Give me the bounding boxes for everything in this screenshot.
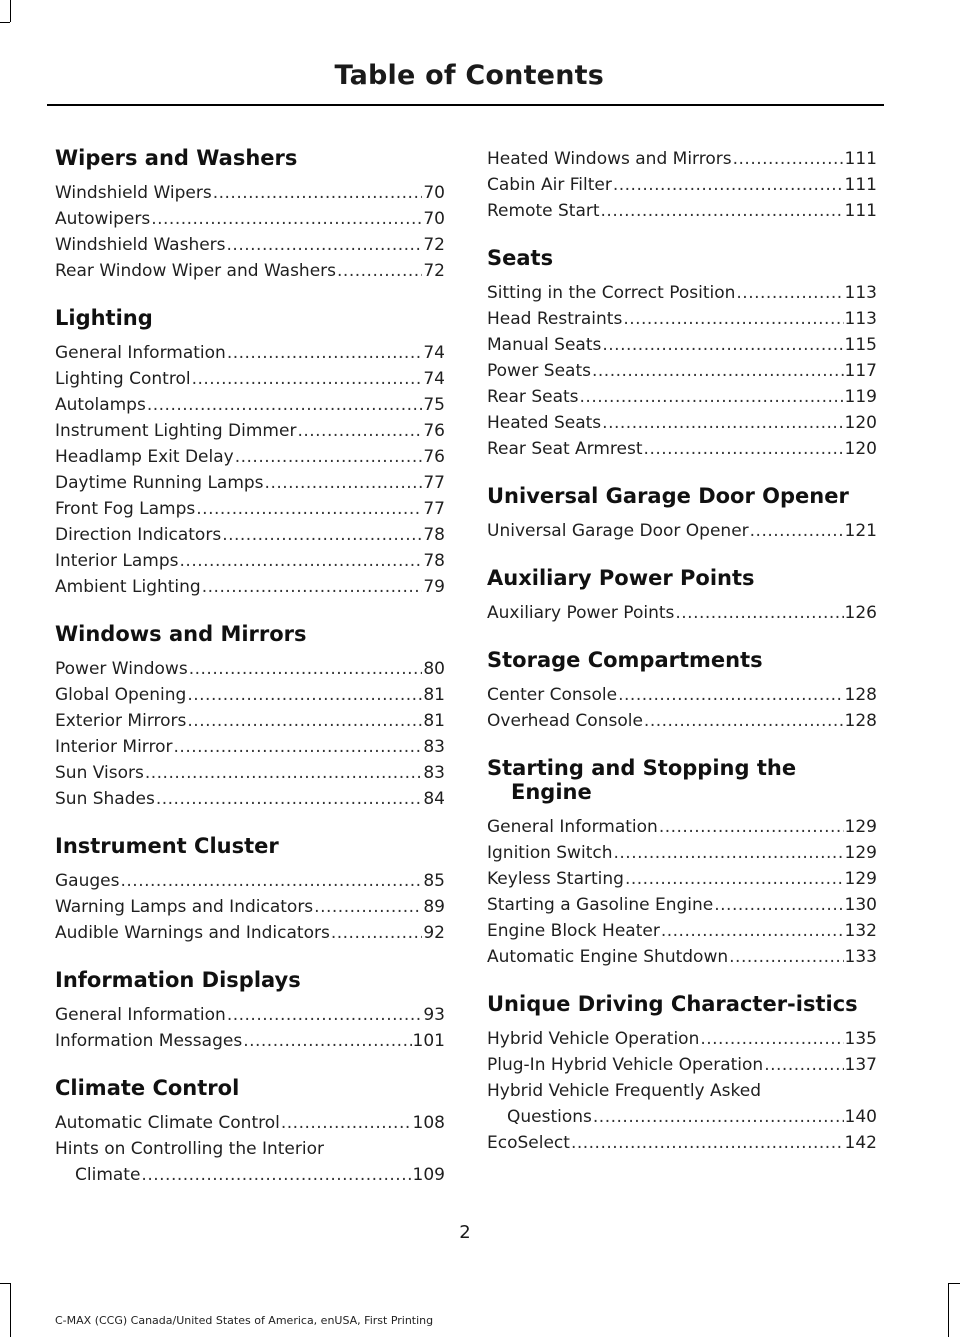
toc-section — [487, 756, 877, 970]
entry-page-number: 79 — [423, 577, 445, 597]
toc-entry[interactable] — [55, 1028, 445, 1054]
entry-label: Questions — [507, 1107, 592, 1127]
toc-entry[interactable] — [55, 1002, 445, 1028]
entry-label: Manual Seats — [487, 335, 602, 355]
crop-mark — [949, 1283, 960, 1284]
toc-entry[interactable] — [55, 470, 445, 496]
entry-label: Heated Seats — [487, 413, 602, 433]
dot-leader — [675, 600, 843, 626]
entry-label: Sitting in the Correct Position — [487, 283, 736, 303]
dot-leader — [120, 868, 422, 894]
entry-label: Sun Visors — [55, 763, 144, 783]
dot-leader — [281, 1110, 412, 1136]
page-title: Table of Contents — [334, 60, 604, 91]
dot-leader — [174, 734, 423, 760]
toc-entry[interactable] — [487, 708, 877, 734]
entry-label: Hybrid Vehicle Frequently Asked — [487, 1081, 761, 1101]
toc-entry[interactable] — [487, 198, 877, 224]
dot-leader — [151, 206, 422, 232]
dot-leader — [714, 892, 843, 918]
toc-entry[interactable] — [55, 206, 445, 232]
entry-label: Windshield Washers — [55, 235, 226, 255]
entry-label: Autowipers — [55, 209, 151, 229]
toc-entry[interactable] — [55, 180, 445, 206]
entry-label: Gauges — [55, 871, 120, 891]
dot-leader — [192, 366, 423, 392]
entry-page-number: 78 — [423, 551, 445, 571]
dot-leader — [571, 1130, 844, 1156]
entry-page-number: 80 — [423, 659, 445, 679]
crop-mark — [10, 1283, 11, 1337]
entry-label: Plug-In Hybrid Vehicle Operation — [487, 1055, 764, 1075]
entry-page-number: 129 — [844, 869, 877, 889]
dot-leader — [331, 920, 423, 946]
entry-label: Ignition Switch — [487, 843, 613, 863]
dot-leader — [644, 708, 844, 734]
toc-entry[interactable] — [487, 1026, 877, 1052]
toc-entry[interactable] — [487, 384, 877, 410]
entry-label: Interior Lamps — [55, 551, 179, 571]
toc-column-left — [55, 146, 445, 1210]
entry-label: Global Opening — [55, 685, 187, 705]
dot-leader — [156, 786, 423, 812]
dot-leader — [602, 332, 843, 358]
entry-label: Head Restraints — [487, 309, 623, 329]
dot-leader — [147, 392, 423, 418]
toc-entry[interactable] — [55, 682, 445, 708]
entry-page-number: 111 — [844, 201, 877, 221]
toc-entry[interactable] — [487, 866, 877, 892]
crop-mark — [0, 22, 10, 23]
entry-page-number: 72 — [423, 235, 445, 255]
toc-entry[interactable] — [487, 358, 877, 384]
entry-page-number: 137 — [844, 1055, 877, 1075]
dot-leader — [141, 1162, 411, 1188]
toc-entry[interactable] — [55, 1110, 445, 1136]
toc-section — [487, 246, 877, 462]
entry-page-number: 76 — [423, 421, 445, 441]
entry-page-number: 92 — [423, 923, 445, 943]
entry-label: Climate — [75, 1165, 141, 1185]
entry-page-number: 77 — [423, 473, 445, 493]
section-title: Universal Garage Door Opener — [487, 484, 849, 508]
entry-page-number: 78 — [423, 525, 445, 545]
footer-text: C-MAX (CCG) Canada/United States of America, enUSA, First Printing — [55, 1314, 434, 1327]
entry-label: Power Seats — [487, 361, 591, 381]
entry-page-number: 129 — [844, 843, 877, 863]
entry-label: Rear Window Wiper and Washers — [55, 261, 337, 281]
dot-leader — [213, 180, 423, 206]
toc-section — [487, 992, 877, 1156]
toc-entry[interactable] — [55, 574, 445, 600]
section-title: Unique Driving Character-istics — [487, 992, 858, 1016]
dot-leader — [750, 518, 844, 544]
entry-page-number: 111 — [844, 175, 877, 195]
dot-leader — [601, 198, 844, 224]
entry-label: Cabin Air Filter — [487, 175, 612, 195]
entry-label: Hints on Controlling the Interior — [55, 1139, 324, 1159]
dot-leader — [297, 418, 422, 444]
entry-label: General Information — [487, 817, 658, 837]
toc-entry[interactable] — [487, 518, 877, 544]
entry-page-number: 83 — [423, 737, 445, 757]
dot-leader — [180, 548, 423, 574]
section-title: Instrument Cluster — [55, 834, 279, 858]
entry-continuation — [55, 1162, 445, 1188]
entry-page-number: 129 — [844, 817, 877, 837]
dot-leader — [337, 258, 422, 284]
entry-page-number: 119 — [844, 387, 877, 407]
dot-leader — [729, 944, 843, 970]
toc-entry[interactable] — [55, 444, 445, 470]
toc-section — [55, 834, 445, 946]
toc-entry[interactable] — [55, 894, 445, 920]
section-title: Climate Control — [55, 1076, 240, 1100]
entry-label: EcoSelect — [487, 1133, 570, 1153]
section-title: Auxiliary Power Points — [487, 566, 755, 590]
section-title: Wipers and Washers — [55, 146, 298, 170]
toc-entry[interactable] — [55, 1136, 445, 1188]
toc-column-right — [487, 146, 877, 1178]
toc-entry[interactable] — [55, 734, 445, 760]
toc-entry[interactable] — [55, 258, 445, 284]
entry-page-number: 77 — [423, 499, 445, 519]
dot-leader — [593, 1104, 844, 1130]
entry-label: Rear Seats — [487, 387, 579, 407]
toc-entry[interactable] — [487, 918, 877, 944]
entry-label: Overhead Console — [487, 711, 643, 731]
entry-page-number: 132 — [844, 921, 877, 941]
toc-section — [487, 566, 877, 626]
entry-label: Instrument Lighting Dimmer — [55, 421, 297, 441]
toc-section — [55, 146, 445, 284]
entry-label: Headlamp Exit Delay — [55, 447, 234, 467]
toc-entry[interactable] — [487, 682, 877, 708]
toc-entry[interactable] — [55, 786, 445, 812]
dot-leader — [613, 840, 843, 866]
dot-leader — [623, 306, 843, 332]
section-title: Starting and Stopping the Engine — [487, 756, 797, 804]
dot-leader — [196, 496, 422, 522]
entry-page-number: 81 — [423, 685, 445, 705]
toc-entry[interactable] — [487, 1052, 877, 1078]
entry-page-number: 74 — [423, 343, 445, 363]
dot-leader — [243, 1028, 411, 1054]
dot-leader — [235, 444, 423, 470]
entry-page-number: 93 — [423, 1005, 445, 1025]
toc-entry[interactable] — [487, 280, 877, 306]
entry-label: Universal Garage Door Opener — [487, 521, 749, 541]
crop-mark — [948, 1283, 949, 1337]
toc-entry[interactable] — [55, 232, 445, 258]
entry-page-number: 113 — [844, 309, 877, 329]
toc-entry[interactable] — [487, 814, 877, 840]
toc-entry[interactable] — [55, 366, 445, 392]
toc-entry[interactable] — [55, 760, 445, 786]
entry-label: Starting a Gasoline Engine — [487, 895, 714, 915]
toc-entry[interactable] — [487, 146, 877, 172]
entry-page-number: 133 — [844, 947, 877, 967]
dot-leader — [227, 232, 423, 258]
entry-label: Interior Mirror — [55, 737, 173, 757]
page-number: 2 — [459, 1222, 471, 1243]
dot-leader — [314, 894, 422, 920]
toc-entry[interactable] — [55, 868, 445, 894]
dot-leader — [700, 1026, 843, 1052]
entry-label: Information Messages — [55, 1031, 243, 1051]
toc-entry[interactable] — [487, 1078, 877, 1130]
toc-entry[interactable] — [55, 920, 445, 946]
toc-entry[interactable] — [55, 522, 445, 548]
entry-page-number: 108 — [412, 1113, 445, 1133]
entry-label: Remote Start — [487, 201, 600, 221]
entry-page-number: 76 — [423, 447, 445, 467]
entry-page-number: 72 — [423, 261, 445, 281]
entry-label: General Information — [55, 1005, 226, 1025]
entry-page-number: 128 — [844, 711, 877, 731]
entry-label: Sun Shades — [55, 789, 155, 809]
entry-page-number: 85 — [423, 871, 445, 891]
entry-page-number: 117 — [844, 361, 877, 381]
entry-page-number: 135 — [844, 1029, 877, 1049]
section-title: Seats — [487, 246, 554, 270]
entry-label: Rear Seat Armrest — [487, 439, 643, 459]
header-divider — [47, 104, 884, 106]
entry-continuation — [487, 1104, 877, 1130]
entry-label: Hybrid Vehicle Operation — [487, 1029, 700, 1049]
dot-leader — [580, 384, 844, 410]
toc-entry[interactable] — [55, 656, 445, 682]
entry-page-number: 130 — [844, 895, 877, 915]
dot-leader — [189, 656, 423, 682]
entry-page-number: 128 — [844, 685, 877, 705]
toc-entry[interactable] — [487, 306, 877, 332]
dot-leader — [625, 866, 844, 892]
dot-leader — [227, 1002, 423, 1028]
toc-entry[interactable] — [487, 600, 877, 626]
dot-leader — [764, 1052, 843, 1078]
toc-entry[interactable] — [487, 172, 877, 198]
entry-label: Lighting Control — [55, 369, 191, 389]
entry-label: Keyless Starting — [487, 869, 624, 889]
toc-entry[interactable] — [487, 944, 877, 970]
entry-label: Automatic Climate Control — [55, 1113, 280, 1133]
crop-mark — [0, 1283, 10, 1284]
toc-section — [487, 484, 877, 544]
toc-entry[interactable] — [487, 332, 877, 358]
toc-section — [487, 146, 877, 224]
entry-label: Automatic Engine Shutdown — [487, 947, 729, 967]
toc-section — [55, 1076, 445, 1188]
toc-entry[interactable] — [55, 392, 445, 418]
dot-leader — [265, 470, 423, 496]
entry-page-number: 115 — [844, 335, 877, 355]
entry-page-number: 81 — [423, 711, 445, 731]
entry-page-number: 113 — [844, 283, 877, 303]
toc-section — [55, 306, 445, 600]
entry-label: Engine Block Heater — [487, 921, 660, 941]
entry-label: Exterior Mirrors — [55, 711, 187, 731]
toc-entry[interactable] — [487, 410, 877, 436]
toc-entry[interactable] — [487, 840, 877, 866]
dot-leader — [227, 340, 423, 366]
entry-page-number: 111 — [844, 149, 877, 169]
entry-label: Autolamps — [55, 395, 146, 415]
toc-entry[interactable] — [55, 548, 445, 574]
toc-entry[interactable] — [487, 1130, 877, 1156]
dot-leader — [187, 708, 422, 734]
crop-mark — [10, 0, 11, 22]
toc-entry[interactable] — [487, 892, 877, 918]
toc-entry[interactable] — [55, 708, 445, 734]
entry-page-number: 70 — [423, 183, 445, 203]
dot-leader — [613, 172, 844, 198]
toc-entry[interactable] — [55, 340, 445, 366]
entry-label: Center Console — [487, 685, 618, 705]
toc-entry[interactable] — [55, 496, 445, 522]
entry-page-number: 140 — [844, 1107, 877, 1127]
entry-label: Ambient Lighting — [55, 577, 201, 597]
dot-leader — [659, 814, 844, 840]
entry-label: Daytime Running Lamps — [55, 473, 264, 493]
entry-page-number: 120 — [844, 439, 877, 459]
entry-page-number: 84 — [423, 789, 445, 809]
dot-leader — [618, 682, 843, 708]
entry-label: Windshield Wipers — [55, 183, 212, 203]
toc-section — [55, 622, 445, 812]
entry-label: Audible Warnings and Indicators — [55, 923, 330, 943]
dot-leader — [592, 358, 844, 384]
entry-page-number: 70 — [423, 209, 445, 229]
entry-page-number: 109 — [412, 1165, 445, 1185]
entry-page-number: 121 — [844, 521, 877, 541]
entry-page-number: 89 — [423, 897, 445, 917]
toc-section — [55, 968, 445, 1054]
entry-page-number: 83 — [423, 763, 445, 783]
dot-leader — [736, 280, 843, 306]
dot-leader — [661, 918, 844, 944]
toc-entry[interactable] — [55, 418, 445, 444]
section-title: Storage Compartments — [487, 648, 763, 672]
entry-page-number: 120 — [844, 413, 877, 433]
entry-page-number: 126 — [844, 603, 877, 623]
dot-leader — [187, 682, 422, 708]
entry-label: General Information — [55, 343, 226, 363]
toc-section — [487, 648, 877, 734]
entry-page-number: 74 — [423, 369, 445, 389]
entry-label: Direction Indicators — [55, 525, 222, 545]
dot-leader — [202, 574, 423, 600]
entry-label: Front Fog Lamps — [55, 499, 196, 519]
toc-entry[interactable] — [487, 436, 877, 462]
dot-leader — [145, 760, 423, 786]
section-title: Information Displays — [55, 968, 301, 992]
dot-leader — [222, 522, 422, 548]
section-title: Windows and Mirrors — [55, 622, 307, 646]
entry-label: Heated Windows and Mirrors — [487, 149, 732, 169]
dot-leader — [602, 410, 843, 436]
entry-label: Auxiliary Power Points — [487, 603, 675, 623]
entry-page-number: 75 — [423, 395, 445, 415]
entry-label: Warning Lamps and Indicators — [55, 897, 314, 917]
section-title: Lighting — [55, 306, 153, 330]
entry-page-number: 142 — [844, 1133, 877, 1153]
dot-leader — [644, 436, 844, 462]
entry-label: Power Windows — [55, 659, 188, 679]
entry-page-number: 101 — [412, 1031, 445, 1051]
dot-leader — [733, 146, 844, 172]
